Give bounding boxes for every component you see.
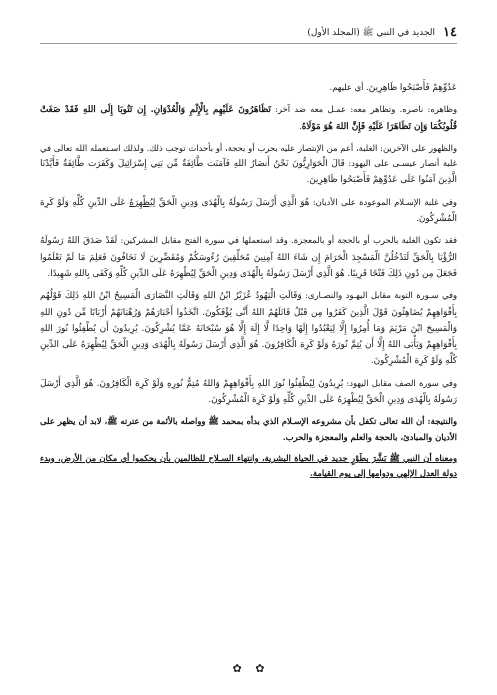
quran-quote: لِيُظْهِرَهُ — [129, 197, 156, 208]
text-segment: فقد تكون الغلبة بالحرب أو بالحجة أو بالمعجزة. وقد استعملها في سورة الفتح مقابل المشركين: — [117, 235, 457, 246]
text-segment: . — [208, 394, 212, 405]
text-segment: ومعناه أن النبي ﷺ بَشَّرَ بطَوْرٍ جديد في الحياة البشرية، وانتهاء السـلاح للظالمين بأن يحكموا أي مكان من الأرض، وبدء دولة العدل الإلهي ودوامها إلى يوم القيامة. — [40, 452, 457, 479]
body-text — [40, 80, 457, 488]
quran-quote: عَلَى الدِّينِ كُلِّهِ وَلَوْ كَرِهَ الْمُشْرِكُونَ — [40, 197, 457, 225]
text-segment: وظاهره: ناصره. وتظاهر معه: عمـل معه ضد آخر: — [270, 104, 458, 115]
paragraph-p9 — [40, 451, 457, 482]
text-segment: . — [370, 355, 374, 366]
text-segment: . — [299, 120, 302, 131]
quran-quote: هُوَ الَّذِي أَرْسَلَ رَسُولَهُ بِالْهُدَى وَدِينِ الْحَقِّ — [155, 197, 310, 208]
paragraph-p1 — [40, 80, 457, 96]
text-segment: وفي سـورة التوبة مقابل اليهـود والنصـارى: — [301, 290, 457, 301]
quran-quote: تَظَاهَرُونَ عَلَيْهِم بِالْإِثْمِ وَالْعُدْوَانِ. إِن تَتُوبَا إِلَى اللهِ فَقَدْ صَغَتْ قُلُوبُكُمَا وَإِن تَظَاهَرَا عَلَيْهِ فَإِنَّ اللهَ هُوَ مَوْلَاهُ — [40, 105, 457, 132]
end-ornament — [0, 662, 497, 675]
paragraph-p4 — [40, 195, 457, 228]
text-segment: . — [416, 213, 419, 224]
text-segment: والظهور على الآخرين: الغلبة، أعم من الإنتصار عليه بحرب أو بحجة، أو بأحداث توجب ذلك. ولذلك اسـتعمله الله تعالى في غلبة أنصار عيسـى على اليهود: — [40, 142, 457, 169]
quran-quote: وَقَالَتِ الْيَهُودُ عُزَيْرٌ ابْنُ اللهِ وَقَالَتِ النَّصَارَى الْمَسِيحُ ابْنُ اللهِ ذَلِكَ قَوْلُهُم بِأَفْوَاهِهِمْ يُضَاهِئُونَ قَوْلَ الَّذِينَ كَفَرُوا مِن قَبْلُ قَاتَلَهُمُ اللهُ أَنَّى يُؤْفَكُونَ. اتَّخَذُوا أَحْبَارَهُمْ وَرُهْبَانَهُمْ أَرْبَابًا مِّن دُونِ اللهِ وَالْمَسِيحَ ابْنَ مَرْيَمَ وَمَا أُمِرُوا إِلَّا لِيَعْبُدُوا إِلَهًا وَاحِدًا لَّا إِلَهَ إِلَّا هُوَ سُبْحَانَهُ عَمَّا يُشْرِكُونَ. يُرِيدُونَ أَن يُطْفِئُوا نُورَ اللهِ بِأَفْوَاهِهِمْ وَيَأْبَى اللهُ إِلَّا أَن يُتِمَّ نُورَهُ وَلَوْ كَرِهَ الْكَافِرُونَ. هُوَ الَّذِي أَرْسَلَ رَسُولَهُ بِالْهُدَى وَدِينِ الْحَقِّ لِيُظْهِرَهُ عَلَى الدِّينِ كُلِّهِ وَلَوْ كَرِهَ الْمُشْرِكُونَ — [40, 291, 457, 367]
flower-ornament-icon: ✿ — [255, 662, 265, 675]
quran-quote: لَقَدْ صَدَقَ اللهُ رَسُولَهُ الرُّؤْيَا بِالْحَقِّ لَتَدْخُلُنَّ الْمَسْجِدَ الْحَرَامَ إِن شَاءَ اللهُ آمِنِينَ مُحَلِّقِينَ رُءُوسَكُمْ وَمُقَصِّرِينَ لَا تَخَافُونَ فَعَلِمَ مَا لَمْ تَعْلَمُوا فَجَعَلَ مِن دُونِ ذَلِكَ فَتْحًا قَرِيبًا. هُوَ الَّذِي أَرْسَلَ رَسُولَهُ بِالْهُدَى وَدِينِ الْحَقِّ لِيُظْهِرَهُ عَلَى الدِّينِ كُلِّهِ وَكَفَى بِاللهِ شَهِيدًا — [40, 236, 457, 279]
text-segment: وفي غلبة الإسـلام الموعودة على الأديان: — [309, 196, 457, 207]
running-title: الجديد في النبي ﷺ (المجلد الأول) — [307, 28, 436, 38]
quran-quote: يُرِيدُونَ لِيُطْفِئُوا نُورَ اللهِ بِأَفْوَاهِهِمْ وَاللهُ مُتِمُّ نُورِهِ وَلَوْ كَرِهَ الْكَافِرُونَ. هُوَ الَّذِي أَرْسَلَ رَسُولَهُ بِالْهُدَى وَدِينِ الْحَقِّ لِيُظْهِرَهُ عَلَى الدِّينِ كُلِّهِ وَلَوْ كَرِهَ الْمُشْرِكُونَ — [40, 378, 457, 406]
paragraph-p7 — [40, 376, 457, 409]
paragraph-p8 — [40, 414, 457, 445]
text-segment: والنتيجة: أن الله تعالى تكفل بأن مشروعه الإسـلام الذي بدأه بمحمد ﷺ وواصله بالأئمة من عترته ﷺ، لابد أن يظهر على الأديان والمبادئ، بالحجة والعلم والمعجزة والحرب. — [40, 416, 457, 442]
text-segment: . — [47, 267, 51, 278]
paragraph-p3 — [40, 141, 457, 189]
paragraph-p5 — [40, 233, 457, 282]
page-number: ١٤ — [443, 25, 457, 40]
paragraph-p6 — [40, 288, 457, 369]
quran-quote: عَدُوِّهِمْ فَأَصْبَحُوا ظَاهِرِينَ — [368, 83, 457, 93]
text-segment: . — [306, 174, 310, 185]
paragraph-p2 — [40, 102, 457, 135]
page-header — [40, 20, 457, 44]
text-segment: وفي سورة الصف مقابل اليهود: — [343, 377, 457, 388]
quran-quote: قَالَ الْحَوَارِيُّونَ نَحْنُ أَنصَارُ اللهِ فَآمَنَت طَّائِفَةٌ مِّن بَنِي إِسْرَائِيلَ وَكَفَرَت طَّائِفَةٌ فَأَيَّدْنَا الَّذِينَ آمَنُوا عَلَى عَدُوِّهِمْ فَأَصْبَحُوا ظَاهِرِينَ — [40, 159, 457, 186]
flower-ornament-icon: ✿ — [232, 662, 242, 675]
text-segment: . أي عليهم. — [329, 82, 369, 92]
